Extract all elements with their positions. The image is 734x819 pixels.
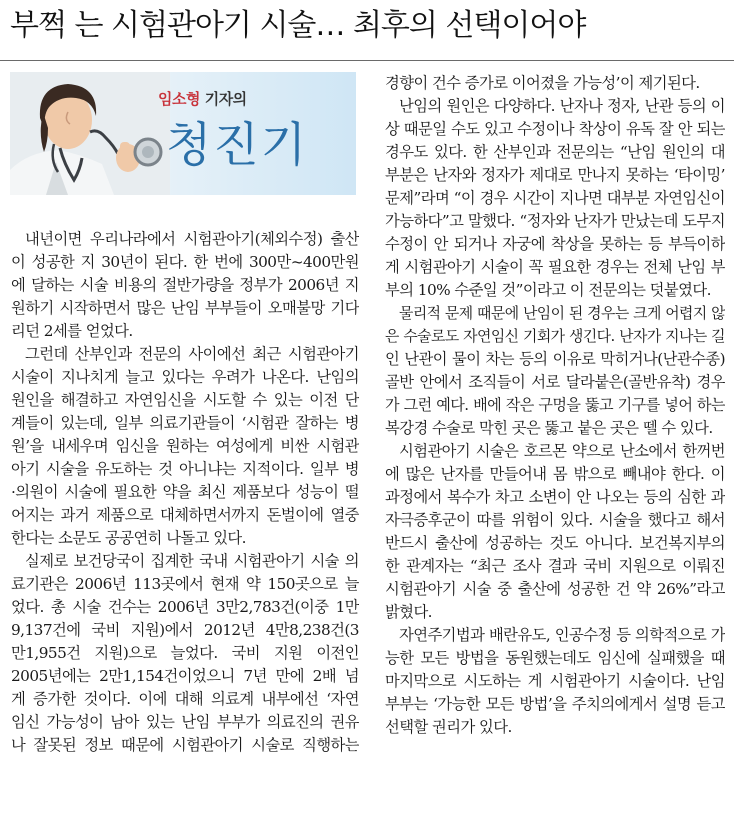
paragraph-5 (385, 302, 725, 440)
text-line: 9,137건에 국비 지원)에서 2012년 4만8,238건(3 (11, 621, 359, 639)
article-column-left (11, 228, 359, 757)
text-line: 이 성공한 지 30년이 된다. 한 번에 300만~400만원 (11, 253, 359, 271)
text-line: 문제”라며 “이 경우 시간이 지나면 대부분 자연임신이 (385, 189, 725, 207)
text-line: 시술이 지나치게 늘고 있다는 우려가 나온다. 난임의 (11, 368, 359, 386)
text-line: 실제로 보건당국이 집계한 국내 시험관아기 시술 의 (25, 552, 359, 570)
text-line: 시험관아기 시술은 호르몬 약으로 난소에서 한꺼번 (399, 442, 725, 460)
headline: 부쩍 는 시험관아기 시술… 최후의 선택이어야 (10, 8, 586, 43)
article-column-right (385, 72, 725, 739)
text-line: 자극증후군이 따를 위험이 있다. 시술을 했다고 해서 (385, 511, 725, 529)
paragraph-3 (11, 550, 359, 757)
text-line: 그런데 산부인과 전문의 사이에선 최근 시험관아기 (25, 345, 359, 363)
text-line: 상 때문일 수도 있고 수정이나 착상이 유독 잘 안 되는 (385, 120, 725, 138)
text-line: 에 달하는 시술 비용의 절반가량을 정부가 2006년 지 (11, 276, 359, 294)
text-line: 능한 모든 방법을 동원했는데도 임신에 실패했을 때 (385, 649, 725, 667)
paragraph-4 (385, 95, 725, 302)
text-line: 가능하다”고 말했다. “정자와 난자가 만났는데 도무지 (385, 212, 725, 230)
text-line: 골반 안에서 조직들이 서로 달라붙은(골반유착) 경우 (385, 373, 725, 391)
text-line: 과정에서 복수가 차고 소변이 안 나오는 등의 심한 과 (385, 488, 725, 506)
text-line: 나 잘못된 정보 때문에 시험관아기 시술로 직행하는 (11, 736, 359, 754)
reporter-byline (158, 88, 348, 109)
text-line: 아기 시술을 유도하는 것 아니냐는 지적이다. 일부 병 (11, 460, 359, 478)
text-line: 게 증가한 것이다. 이에 대해 의료계 내부에선 ‘자연 (11, 690, 359, 708)
text-line: 복강경 수술로 막힌 곳은 뚫고 붙은 곳은 뗄 수 있다. (385, 419, 713, 437)
text-line: 료기관은 2006년 113곳에서 현재 약 150곳으로 늘 (11, 575, 359, 593)
text-line: 반드시 출산에 성공하는 것도 아니다. 보건복지부의 (385, 534, 725, 552)
reporter-name: 임소형 (158, 90, 200, 108)
text-line: 원하기 시작하면서 많은 난임 부부들이 오매불망 기다 (11, 299, 359, 317)
text-line: 만1,955건 지원)으로 늘었다. 국비 지원 이전인 (11, 644, 359, 662)
text-line: 마지막으로 시도하는 게 시험관아기 시술이다. 난임 (385, 672, 725, 690)
text-line: 수정이 안 되거나 자궁에 착상을 못하는 등 부득이하 (385, 235, 725, 253)
text-line: 부부는 ‘가능한 모든 방법’을 주치의에게서 설명 듣고 (385, 695, 725, 713)
text-line: 시험관아기 시술 중 출산에 성공한 건 약 26%”라고 (385, 580, 725, 598)
paragraph-7 (385, 624, 725, 739)
text-line: 임신 가능성이 남아 있는 난임 부부가 의료진의 권유 (11, 713, 359, 731)
text-line: 2005년에는 2만1,154건이었으니 7년 만에 2배 넘 (11, 667, 359, 685)
text-line: 난임의 원인은 다양하다. 난자나 정자, 난관 등의 이 (399, 97, 725, 115)
paragraph-3-continued (385, 72, 725, 95)
text-line: 한다는 소문도 공공연히 나돌고 있다. (11, 529, 246, 547)
text-line: 경우도 있다. 한 산부인과 전문의는 “난임 원인의 대 (385, 143, 725, 161)
text-line: 자연주기법과 배란유도, 인공수정 등 의학적으로 가 (399, 626, 725, 644)
text-line: 부의 10% 수준일 것”이라고 이 전문의는 덧붙였다. (385, 281, 711, 299)
text-line: 원인을 해결하고 자연임신을 시도할 수 있는 이전 단 (11, 391, 359, 409)
text-line: 리던 2세를 얻었다. (11, 322, 133, 340)
paragraph-6 (385, 440, 725, 624)
text-line: 경향이 건수 증가로 이어졌을 가능성’이 제기된다. (385, 74, 700, 92)
reporter-portrait-image (10, 72, 170, 195)
text-line: 선택할 권리가 있다. (385, 718, 512, 736)
text-line: 원’을 내세우며 임신을 원하는 여성에게 비싼 시험관 (11, 437, 359, 455)
text-line: 은 수술로도 자연임신 기회가 생긴다. 난자가 지나는 길 (385, 327, 725, 345)
paragraph-1 (11, 228, 359, 343)
text-line: 가 그런 예다. 배에 작은 구멍을 뚫고 기구를 넣어 하는 (385, 396, 725, 414)
text-line: 부분은 난자와 정자가 제대로 만나지 못하는 ‘타이밍’ (385, 166, 725, 184)
paragraph-2 (11, 343, 359, 550)
text-line: 계들이 있는데, 일부 의료기관들이 ‘시험관 잘하는 병 (11, 414, 359, 432)
text-line: 밝혔다. (385, 603, 432, 621)
text-line: 한 관계자는 “최근 조사 결과 국비 지원으로 이뤄진 (385, 557, 725, 575)
column-name: 청진기 (166, 118, 309, 173)
text-line: 내년이면 우리나라에서 시험관아기(체외수정) 출산 (25, 230, 359, 248)
text-line: 었다. 총 시술 건수는 2006년 3만2,783건(이중 1만 (11, 598, 359, 616)
text-line: 물리적 문제 때문에 난임이 된 경우는 크게 어렵지 않 (399, 304, 725, 322)
byline-suffix: 기자의 (199, 90, 247, 108)
text-line: 인 난관이 물이 차는 등의 이유로 막히거나(난관수종) (385, 350, 725, 368)
headline-divider (0, 60, 734, 61)
text-line: 에 많은 난자를 만들어내 몸 밖으로 빼내야 한다. 이 (385, 465, 725, 483)
text-line: 어지는 과거 제품으로 대체하면서까지 돈벌이에 열중 (11, 506, 359, 524)
column-banner (10, 72, 356, 195)
text-line: 게 시험관아기 시술이 꼭 필요한 경우는 전체 난임 부 (385, 258, 725, 276)
text-line: ·의원이 시술에 필요한 약을 최신 제품보다 성능이 떨 (11, 483, 359, 501)
